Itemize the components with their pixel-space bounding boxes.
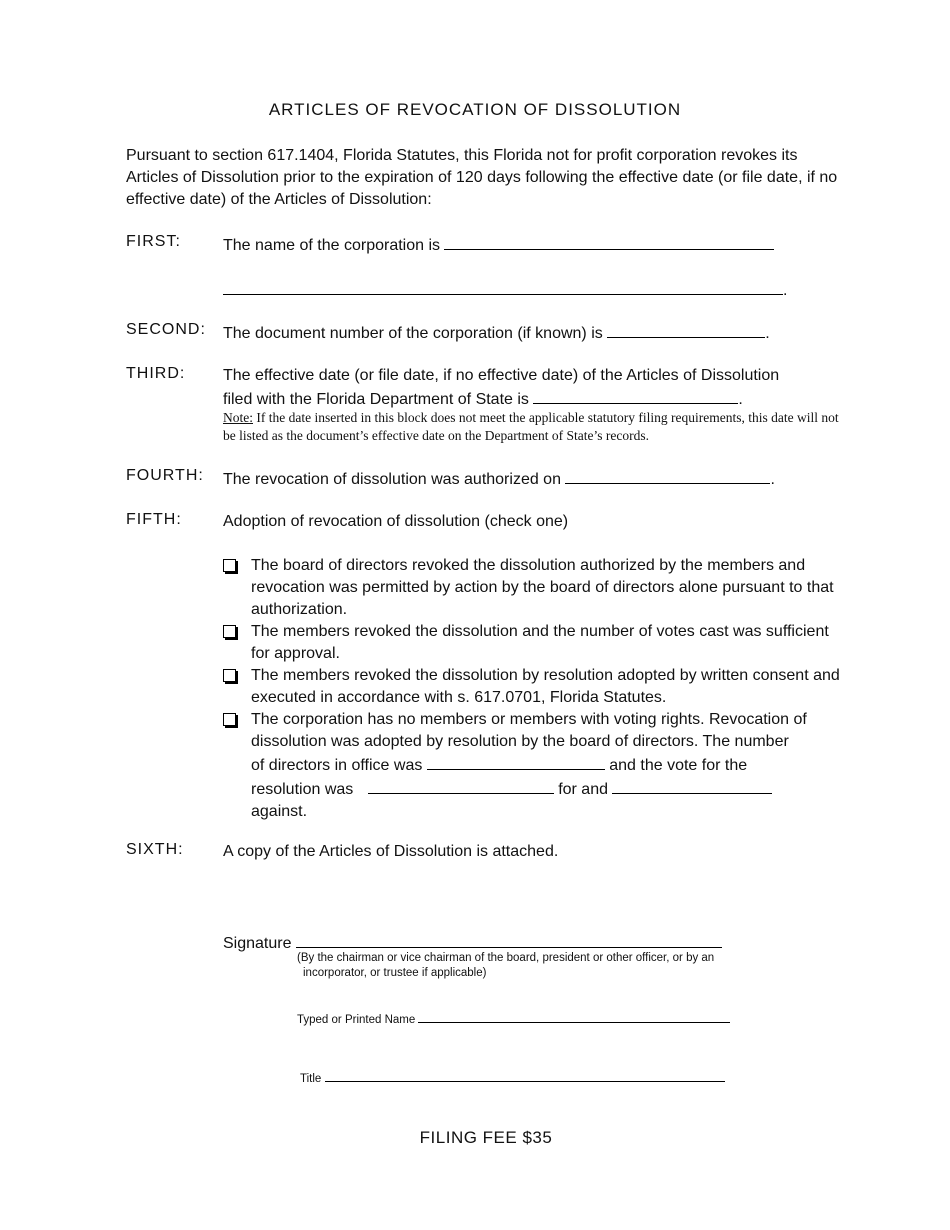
vote-for-prompt: and the vote for the — [609, 757, 748, 774]
fourth-prompt: The revocation of dissolution was authorized on — [223, 471, 561, 488]
signature-label: Signature — [223, 935, 292, 952]
corporation-name-field-2[interactable] — [223, 278, 783, 295]
fourth-text — [223, 467, 775, 491]
option-4-text: The corporation has no members or members with voting rights. Revocation of dissolution was adopted by resolution by the board of directors. The number — [251, 711, 807, 750]
authorization-date-field[interactable] — [565, 467, 770, 484]
votes-against-field[interactable] — [612, 777, 772, 794]
signature-row — [223, 930, 722, 953]
resolution-was-prompt: resolution was — [251, 781, 354, 798]
third-label: THIRD: — [126, 365, 186, 382]
signature-field[interactable] — [296, 930, 722, 948]
option-4-directors-line — [251, 753, 863, 777]
first-label: FIRST: — [126, 233, 181, 250]
second-period: . — [765, 325, 770, 342]
against-label: against. — [251, 803, 308, 820]
signature-caption-2: incorporator, or trustee if applicable) — [303, 967, 487, 979]
third-line2 — [223, 387, 743, 411]
corporation-name-field-1[interactable] — [444, 233, 774, 250]
intro-paragraph: Pursuant to section 617.1404, Florida Statutes, this Florida not for profit corporation revokes its Articles of Dissolution prior to the expiration of 120 days following the effective date (or file date, if no effective date) of the Articles of Dissolution: — [126, 147, 838, 208]
option-no-members — [223, 709, 863, 823]
second-prompt: The document number of the corporation (if known) is — [223, 325, 603, 342]
option-4-vote-line — [251, 777, 863, 801]
first-prompt: The name of the corporation is — [223, 237, 441, 254]
second-label: SECOND: — [126, 321, 206, 338]
second-text — [223, 321, 770, 345]
third-period: . — [738, 391, 743, 408]
option-members-voted — [223, 621, 843, 665]
option-1-text: The board of directors revoked the dissolution authorized by the members and revocation was permitted by action by the board of directors alone pursuant to that authorization. — [251, 557, 834, 618]
directors-in-office-prompt: of directors in office was — [251, 757, 423, 774]
printed-name-field[interactable] — [418, 1010, 730, 1023]
votes-for-field[interactable] — [368, 777, 554, 794]
third-prompt: filed with the Florida Department of State is — [223, 391, 529, 408]
effective-date-field[interactable] — [533, 387, 738, 404]
note-label: Note: — [223, 410, 253, 425]
filing-fee: FILING FEE $35 — [419, 1128, 553, 1147]
directors-in-office-field[interactable] — [427, 753, 605, 770]
third-line1: The effective date (or file date, if no effective date) of the Articles of Dissolution — [223, 367, 780, 384]
checkbox-option-3[interactable] — [223, 669, 236, 682]
title-field[interactable] — [325, 1069, 725, 1082]
sixth-label: SIXTH: — [126, 841, 184, 858]
title-row — [300, 1069, 725, 1087]
document-number-field[interactable] — [607, 321, 765, 338]
checkbox-option-1[interactable] — [223, 559, 236, 572]
first-text-line2 — [223, 278, 787, 302]
signature-caption-1: (By the chairman or vice chairman of the board, president or other officer, or by an — [297, 952, 715, 964]
first-text — [223, 233, 774, 257]
fifth-text: Adoption of revocation of dissolution (check one) — [223, 513, 569, 530]
checkbox-option-4[interactable] — [223, 713, 236, 726]
third-note — [223, 409, 843, 445]
printed-name-label: Typed or Printed Name — [297, 1014, 416, 1026]
option-2-text: The members revoked the dissolution and the number of votes cast was sufficient for approval. — [251, 623, 829, 662]
sixth-text: A copy of the Articles of Dissolution is attached. — [223, 843, 559, 860]
note-text: If the date inserted in this block does not meet the applicable statutory filing requirements, this date will not be listed as the document’s effective date on the Department of State’s records. — [223, 410, 839, 443]
fifth-label: FIFTH: — [126, 511, 182, 528]
printed-name-row — [297, 1010, 730, 1028]
option-written-consent — [223, 665, 843, 709]
option-3-text: The members revoked the dissolution by resolution adopted by written consent and executed in accordance with s. 617.0701, Florida Statutes. — [251, 667, 840, 706]
option-board-revoked — [223, 555, 843, 621]
document-title: ARTICLES OF REVOCATION OF DISSOLUTION — [268, 100, 682, 119]
title-label: Title — [300, 1073, 322, 1085]
for-and-label: for and — [558, 781, 608, 798]
fourth-label: FOURTH: — [126, 467, 204, 484]
checkbox-option-2[interactable] — [223, 625, 236, 638]
first-period: . — [783, 282, 788, 299]
fourth-period: . — [770, 471, 775, 488]
